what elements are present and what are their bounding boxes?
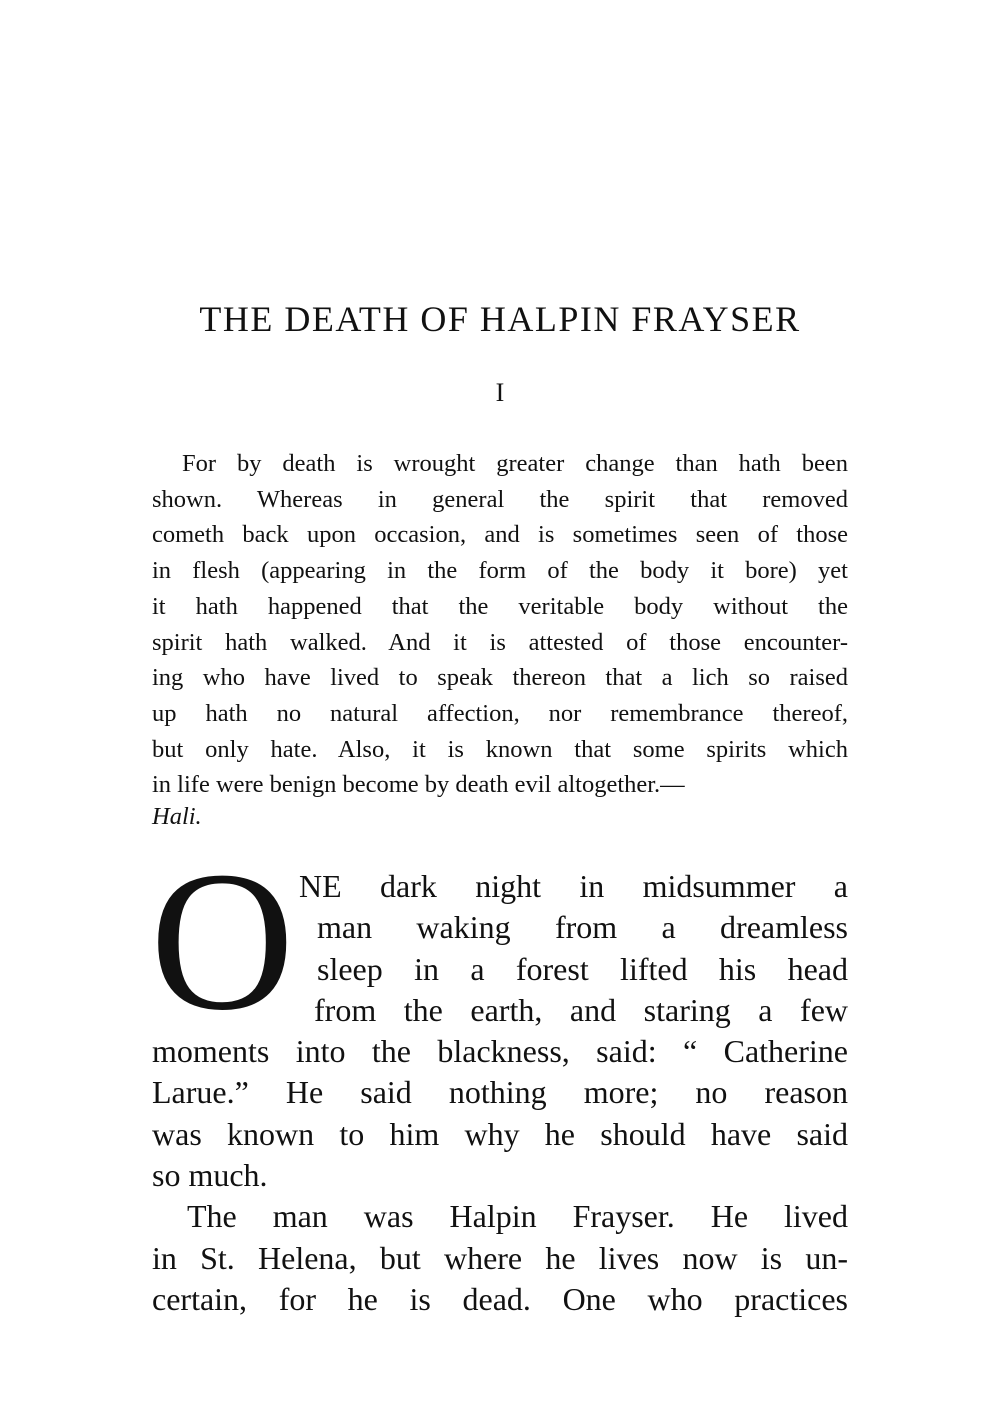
body-line: from the earth, and staring a few (314, 991, 848, 1028)
epigraph-line: up hath no natural affection, nor remembrance thereof, (152, 699, 848, 727)
body-line: Larue.” He said nothing more; no reason (152, 1074, 848, 1111)
body-line: in St. Helena, but where he lives now is un- (152, 1239, 848, 1276)
epigraph-line: but only hate. Also, it is known that some spirits which (152, 735, 848, 763)
body-line: sleep in a forest lifted his head (317, 950, 848, 987)
body-text (152, 866, 848, 1320)
epigraph-attribution: Hali. (152, 803, 202, 830)
epigraph-line: ing who have lived to speak thereon that a lich so raised (152, 664, 848, 692)
body-line: The man was Halpin Frayser. He lived (187, 1198, 848, 1235)
epigraph-line: it hath happened that the veritable body without the (152, 592, 848, 620)
section-numeral: I (495, 378, 505, 407)
epigraph-line: spirit hath walked. And it is attested of those encounter- (152, 628, 848, 656)
epigraph-line: cometh back upon occasion, and is sometimes seen of those (152, 521, 848, 549)
drop-cap: O (150, 831, 295, 1052)
chapter-title: THE DEATH OF HALPIN FRAYSER (199, 299, 801, 339)
body-line: NE dark night in midsummer a (299, 868, 848, 904)
epigraph-line: in life were benign become by death evil altogether.— (152, 771, 685, 799)
body-line: man waking from a dreamless (317, 909, 848, 946)
epigraph-line: For by death is wrought greater change than hath been (182, 450, 848, 477)
epigraph-line: in flesh (appearing in the form of the body it bore) yet (152, 557, 848, 585)
body-line: so much. (152, 1157, 268, 1194)
epigraph (152, 446, 848, 803)
book-page (152, 0, 848, 1418)
body-line: was known to him why he should have said (152, 1115, 848, 1152)
body-line: certain, for he is dead. One who practices (152, 1280, 848, 1317)
epigraph-line: shown. Whereas in general the spirit that removed (152, 485, 848, 513)
body-line: moments into the blackness, said: “ Catherine (152, 1033, 848, 1070)
